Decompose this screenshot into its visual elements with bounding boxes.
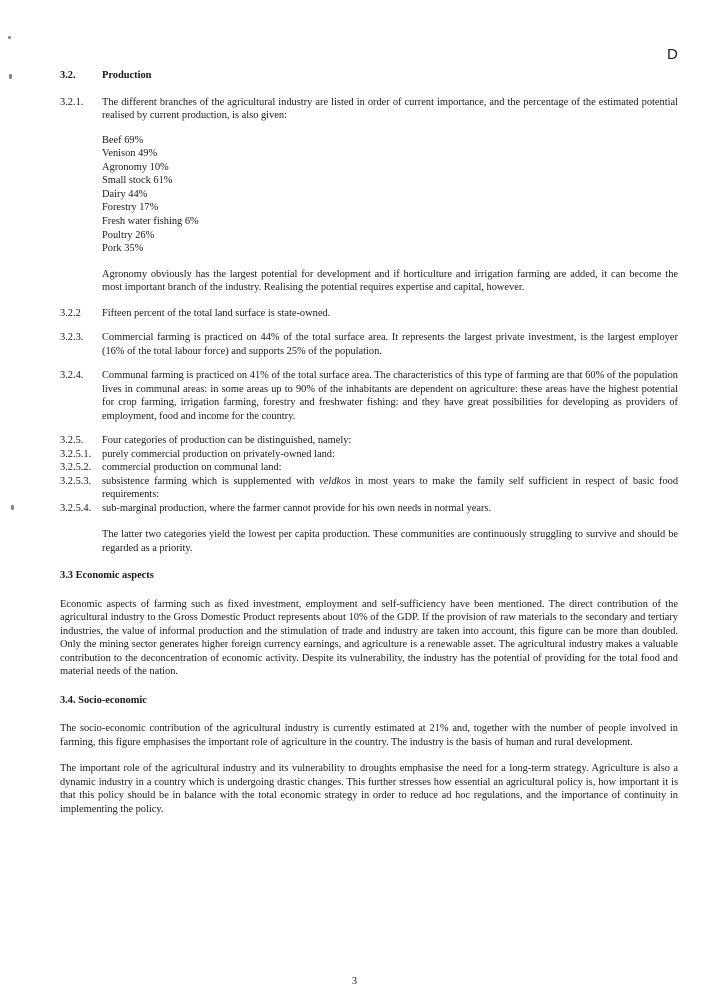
paragraph-3-2-5-1 [60,448,678,462]
paragraph-number: 3.2.1. [60,96,84,108]
socio-economic-text-2: The important role of the agricultural industry and its vulnerability to droughts emphasise the need for a long-term strategy. Agriculture is also a dynamic industry in a country which is undergoing drastic changes. This further stresses how essential an agricultural policy is, how important it is that this policy should be in balance with the total economic strategy in order to reduce ad hoc regulations, and the importance of continuity in implementing the policy. [60,763,678,815]
paragraph-text: commercial production on communal land: [102,462,282,474]
section-heading-socio-economic: 3.4. Socio-economic [60,694,147,706]
section-title: Production [102,70,152,81]
section-heading-economic-aspects: 3.3 Economic aspects [60,570,154,582]
paragraph-3-2-1 [60,96,678,123]
scan-speck [8,36,11,39]
list-item: Agronomy 10% [102,161,169,173]
paragraph-text [102,475,678,502]
italic-term: veldkos [319,475,351,487]
paragraph-text: purely commercial production on privately-owned land: [102,448,335,460]
corner-mark: D [667,46,678,63]
list-item: Venison 49% [102,148,158,160]
paragraph-3-2-5-3 [60,475,678,502]
paragraph-number: 3.2.3. [60,332,84,344]
socio-economic-text-1: The socio-economic contribution of the agricultural industry is currently estimated at 21% and, together with the number of people involved in farming, this figure emphasises the important role of agriculture in the country. The industry is the basis of human and rural development. [60,723,678,748]
page-number: 3 [351,976,358,987]
document-body [60,69,678,829]
list-item: Dairy 44% [102,188,148,200]
paragraph-3-2-3 [60,331,678,358]
paragraph-text: Four categories of production can be distinguished, namely: [102,435,352,447]
paragraph-3-2-5-2 [60,461,678,475]
paragraph-text: sub-marginal production, where the farmer cannot provide for his own needs in normal years. [102,502,492,514]
paragraph-text: The different branches of the agricultural industry are listed in order of current importance, and the percentage of the estimated potential realised by current production, is also given: [102,96,678,121]
scan-speck [11,505,14,510]
paragraph-number: 3.2.5.2. [60,462,92,474]
section-heading-production [60,69,678,83]
list-item: Beef 69% [102,134,144,146]
paragraph-number: 3.2.5. [60,435,84,447]
branch-list [102,134,678,256]
list-item: Forestry 17% [102,202,159,214]
paragraph-3-2-5-4 [60,502,678,516]
paragraph-text: Commercial farming is practiced on 44% of the total surface area. It represents the largest private investment, is the largest employer (16% of the total labour force) and supports 25% of the population. [102,332,678,357]
text-segment: subsistence farming which is supplemented with [102,475,320,487]
list-item: Fresh water fishing 6% [102,216,199,228]
text-segment: in most years to make the family self sufficient in respect of basic food requirements: [102,475,679,501]
paragraph-text: Communal farming is practiced on 41% of the total surface area. The characteristics of this type of farming are that 60% of the population lives in communal areas: in some areas up to 90% of the inhabitants are dependent on agriculture: these areas have the highest potential for crop farming, irrigation farming, forestry and freshwater fishing: and they have great possibilities for developing as providers of employment, food and income for the country. [102,370,678,422]
section-number: 3.2. [60,70,76,81]
paragraph-number: 3.2.4. [60,370,84,382]
paragraph-3-2-2 [60,307,678,321]
list-item: Pork 35% [102,243,144,255]
paragraph-3-2-4 [60,369,678,423]
paragraph-number: 3.2.2 [60,307,81,319]
paragraph-number: 3.2.5.1. [60,448,92,460]
paragraph-3-2-5 [60,434,678,448]
list-item: Small stock 61% [102,175,173,187]
economic-aspects-text: Economic aspects of farming such as fixed investment, employment and self-sufficiency have been mentioned. The direct contribution of the agricultural industry to the Gross Domestic Product represents about 10% of the GDP. If the provision of raw materials to the secondary and tertiary industries, the value of informal production and the stimulation of trade and industry are taken into account, this figure can be more than doubled. Only the mining sector generates higher foreign currency earnings, and agriculture is a renewable asset. The agricultural industry makes a valuable contribution to the deconcentration of economic activity. Despite its vulnerability, the industry has the potential of providing for the total food and material needs of the nation. [60,598,678,678]
paragraph-number: 3.2.5.3. [60,475,92,487]
list-item: Poultry 26% [102,229,155,241]
paragraph-text: Fifteen percent of the total land surface is state-owned. [102,307,331,319]
agronomy-note: Agronomy obviously has the largest potential for development and if horticulture and irrigation farming are added, it can become the most important branch of the industry. Realising the potential requires expertise and capital, however. [102,268,678,294]
paragraph-number: 3.2.5.4. [60,502,92,514]
scan-speck [9,74,12,79]
latter-categories-note: The latter two categories yield the lowest per capita production. These communities are continuously struggling to survive and should be regarded as a priority. [102,529,678,554]
